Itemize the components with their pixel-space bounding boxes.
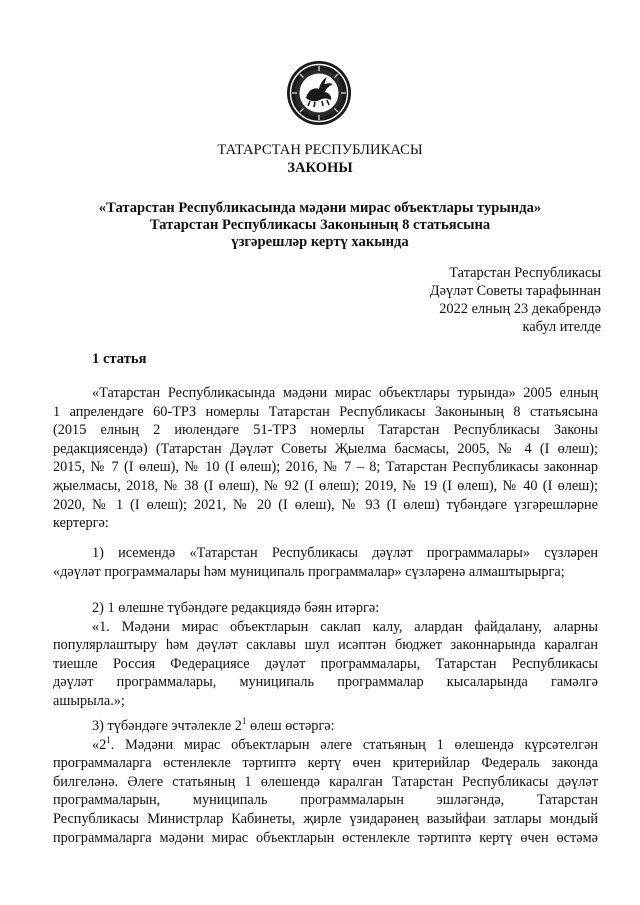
tatarstan-coat-of-arms-icon xyxy=(286,60,352,126)
adoption-line-4: кабул ителде xyxy=(522,319,601,335)
law-subject-line-1: «Татарстан Республикасында мәдәни мирас объектлары турында» xyxy=(98,200,542,216)
superscript: 1 xyxy=(241,717,247,727)
adoption-line-1: Татарстан Республикасы xyxy=(449,265,601,281)
paragraph-line: ашырыла.»; xyxy=(53,692,125,709)
paragraph-line: «1. Мәдәни мирас объектларын саклап калу, алардан файдалану, аларны xyxy=(92,618,598,635)
paragraph-line: кертергә: xyxy=(53,515,109,532)
law-subject-line-3: үзгәрешләр кертү хакында xyxy=(231,234,409,250)
paragraph-line: программаларга мәдәни мирас объектларын өстенлекле тәртиптә кертү өчен өстәмә xyxy=(53,829,598,846)
paragraph-line: җыелмасы, 2018, № 38 (I өлеш), № 92 (I өлеш); 2019, № 19 (I өлеш), № 40 (I өлеш); xyxy=(53,477,598,494)
paragraph-line: программаларын, муниципаль программаларын эшләгәндә, Татарстан xyxy=(53,792,598,809)
paragraph-line: «$2^1$. Мәдәни мирас объектларын әлеге статьяның 1 өлешендә күрсәтелгән xyxy=(92,735,598,753)
paragraph-line: тиешле Россия Федерациясе дәүләт программалары, Татарстан Республикасы xyxy=(53,655,598,672)
paragraph-item-3 xyxy=(53,717,598,847)
adoption-block xyxy=(430,264,601,336)
article-title: 1 статья xyxy=(92,351,147,367)
paragraph-line: редакциясендә) (Татарстан Дәүләт Советы Җыелма басмасы, 2005, № 4 (I өлеш); xyxy=(53,440,598,457)
paragraph-item-2 xyxy=(53,599,598,711)
paragraph-line: 2) 1 өлешне түбәндәге редакциядә бәян итәргә: xyxy=(92,600,380,616)
paragraph-line: «дәүләт программалары һәм муниципаль программалар» сүзләренә алмаштырырга; xyxy=(53,563,565,580)
paragraph-line: (2015 елның 2 июлендәге 51-ТРЗ номерлы Татарстан Республикасы Законы xyxy=(53,422,598,439)
paragraph-line: 2020, № 1 (I өлеш); 2021, № 20 (I өлеш), № 93 (I өлеш) түбәндәге үзгәрешләрне xyxy=(53,496,598,513)
paragraph-line: билгеләнә. Әлеге статьяның 1 өлешендә каралган Татарстан Республикасы дәүләт xyxy=(53,773,598,790)
paragraph-line: 2015, № 7 (I өлеш), № 10 (I өлеш); 2016, № 7 – 8; Татарстан Республикасы законнар xyxy=(53,459,598,476)
paragraph-line: популярлаштыру һәм дәүләт саклавы шул исәптән бюджет законнарында каралган xyxy=(53,637,598,654)
paragraph-line: Республикасы Министрлар Кабинеты, җирле үзидарәнең вазыйфаи затлары мондый xyxy=(53,810,598,827)
adoption-line-3: 2022 елның 23 декабрендә xyxy=(439,301,601,317)
paragraph-intro xyxy=(53,384,598,533)
paragraph-line: 3) түбәндәге эчтәлекле $2^1$ өлеш өстәргә: xyxy=(92,717,335,734)
adoption-line-2: Дәүләт Советы тарафыннан xyxy=(429,283,601,299)
superscript: 1 xyxy=(106,735,111,745)
paragraph-line: программаларга өстенлекле тәртиптә кертү өчен критерийлар Федераль законда xyxy=(53,755,598,772)
paragraph-item-1 xyxy=(53,544,598,581)
paragraph-line: «Татарстан Республикасында мәдәни мирас объектлары турында» 2005 елның xyxy=(92,385,598,401)
republic-heading: ТАТАРСТАН РЕСПУБЛИКАСЫ xyxy=(217,142,423,158)
law-subject-line-2: Татарстан Республикасы Законының 8 статьясына xyxy=(149,217,491,233)
paragraph-line: 1) исемендә «Татарстан Республикасы дәүләт программалары» сүзләрен xyxy=(92,545,598,561)
paragraph-line: 1 апрелендәге 60-ТРЗ номерлы Татарстан Республикасы Законының 8 статьясына xyxy=(53,403,598,420)
law-heading: ЗАКОНЫ xyxy=(287,160,353,176)
paragraph-line: дәүләт программалары, муниципаль программалар кысаларында гамәлгә xyxy=(53,674,598,691)
